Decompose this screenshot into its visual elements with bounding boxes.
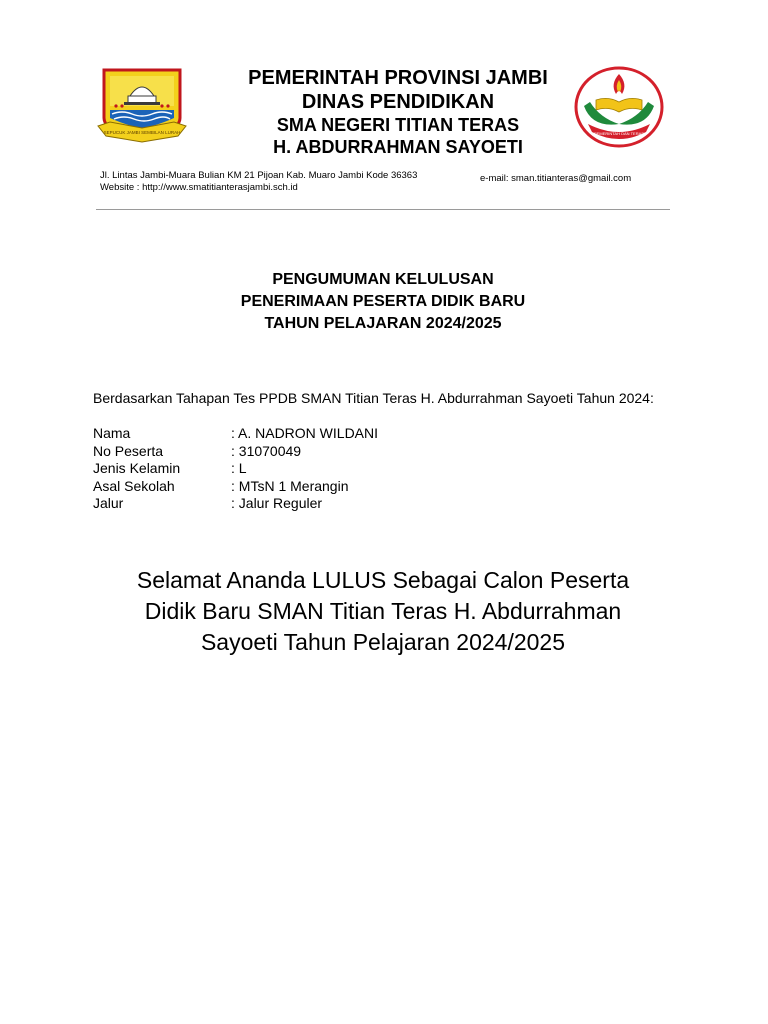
detail-row-origin-school <box>93 478 378 496</box>
letterhead-title <box>200 66 596 158</box>
detail-row-admission-track <box>93 495 378 513</box>
detail-label: Asal Sekolah <box>93 477 175 494</box>
congratulation-line3: Sayoeti Tahun Pelajaran 2024/2025 <box>200 629 566 655</box>
detail-row-name <box>93 425 378 443</box>
detail-value: : MTsN 1 Merangin <box>231 477 349 494</box>
congratulation-line2: Didik Baru SMAN Titian Teras H. Abdurrahman <box>144 598 622 624</box>
announcement-line3: TAHUN PELAJARAN 2024/2025 <box>264 315 502 332</box>
announcement-heading <box>150 269 616 335</box>
school-name-line2: H. ABDURRAHMAN SAYOETI <box>273 137 523 157</box>
school-email: e-mail: sman.titianteras@gmail.com <box>480 173 632 184</box>
school-website: Website : http://www.smatitianterasjambi.sch.id <box>100 182 298 193</box>
svg-text:PEMERINTAH DAN TERAS: PEMERINTAH DAN TERAS <box>594 131 644 136</box>
detail-row-participant-number <box>93 443 378 461</box>
svg-text:SEPUCUK JAMBI SEMBILAN LURAH: SEPUCUK JAMBI SEMBILAN LURAH <box>103 130 181 135</box>
school-emblem <box>574 66 664 148</box>
school-address-block <box>100 170 417 194</box>
jambi-province-emblem <box>96 66 188 150</box>
congratulation-message <box>100 565 666 658</box>
detail-value: : A. NADRON WILDANI <box>231 425 379 441</box>
detail-value: : Jalur Reguler <box>231 495 323 512</box>
letterhead-divider <box>96 209 670 210</box>
department-title: DINAS PENDIDIKAN <box>301 91 495 113</box>
school-name-line1: SMA NEGERI TITIAN TERAS <box>276 115 520 135</box>
detail-label: Jenis Kelamin <box>93 460 181 477</box>
announcement-line2: PENERIMAAN PESERTA DIDIK BARU <box>240 293 526 310</box>
detail-label: Jalur <box>93 495 124 512</box>
government-title: PEMERINTAH PROVINSI JAMBI <box>248 67 548 89</box>
detail-label: Nama <box>93 425 131 441</box>
detail-row-gender <box>93 460 378 478</box>
intro-text: Berdasarkan Tahapan Tes PPDB SMAN Titian Teras H. Abdurrahman Sayoeti Tahun 2024: <box>93 390 654 406</box>
participant-details <box>93 425 378 513</box>
detail-label: No Peserta <box>93 442 164 459</box>
announcement-line1: PENGUMUMAN KELULUSAN <box>272 271 494 288</box>
detail-value: : 31070049 <box>231 442 302 459</box>
detail-value: : L <box>231 460 247 477</box>
congratulation-line1: Selamat Ananda LULUS Sebagai Calon Peserta <box>136 567 630 593</box>
school-address: Jl. Lintas Jambi-Muara Bulian KM 21 Pijoan Kab. Muaro Jambi Kode 36363 <box>100 170 418 181</box>
